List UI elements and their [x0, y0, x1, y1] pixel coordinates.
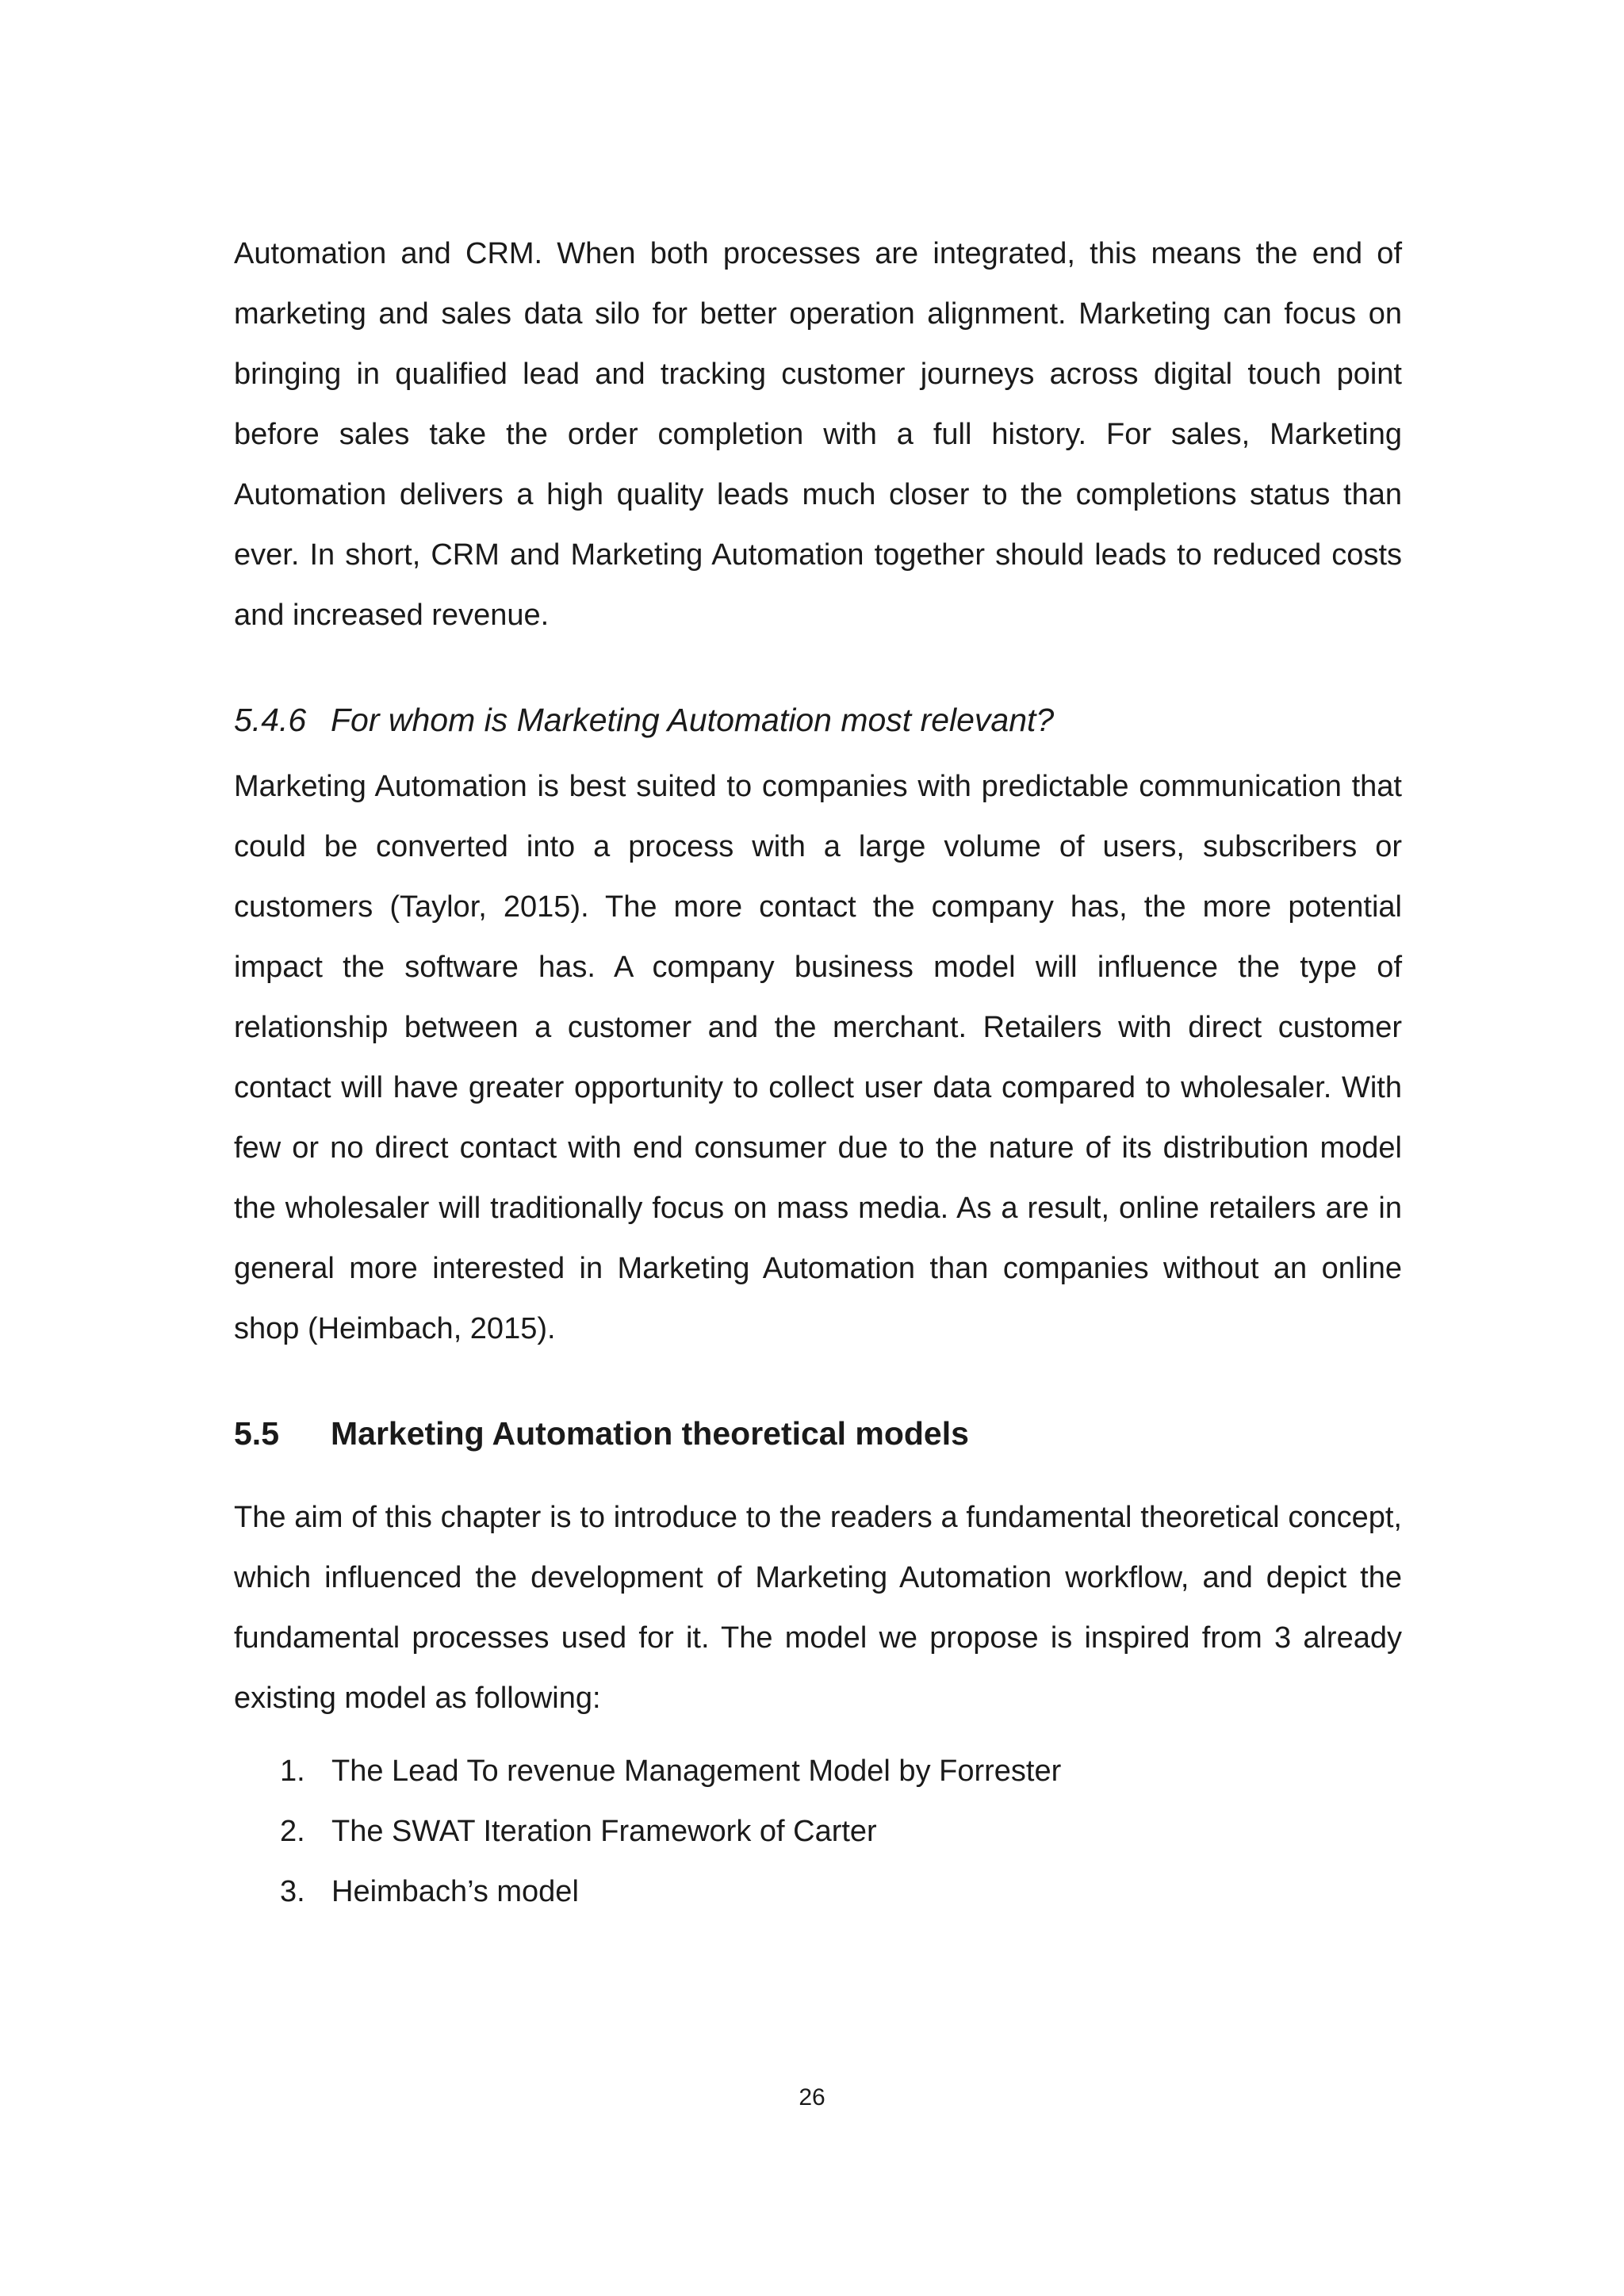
list-item-index: 1.: [280, 1755, 305, 1788]
list-item-text: The SWAT Iteration Framework of Carter: [331, 1815, 877, 1848]
section-heading: [234, 1410, 1402, 1457]
list-item: [234, 1801, 1402, 1862]
page-body: [234, 224, 1402, 1922]
list-item: [234, 1741, 1402, 1801]
subsection-number: 5.4.6: [234, 702, 307, 738]
list-item-text: Heimbach’s model: [331, 1875, 579, 1908]
section-title: Marketing Automation theoretical models: [331, 1415, 969, 1452]
paragraph-crm-integration: Automation and CRM. When both processes are integrated, this means the end of marketing and sales data silo for better operation alignment. Marketing can focus on bringing in qualified lead and tracking customer journeys across digital touch point before sales take the order completion with a full history. For sales, Marketing Automation delivers a high quality leads much closer to the completions status than ever. In short, CRM and Marketing Automation together should leads to reduced costs and increased revenue.: [234, 237, 1402, 632]
subsection-heading: [234, 696, 1402, 744]
list-item-text: The Lead To revenue Management Model by Forrester: [331, 1755, 1062, 1788]
paragraph-models-intro: The aim of this chapter is to introduce to the readers a fundamental theoretical concept, which influenced the development of Marketing Automation workflow, and depict the fundamental processes used for it. The model we propose is inspired from 3 already existing model as following:: [234, 1501, 1402, 1715]
section-number: 5.5: [234, 1415, 279, 1452]
list-item-index: 3.: [280, 1875, 305, 1908]
paragraph-relevance: Marketing Automation is best suited to companies with predictable communication that could be converted into a process with a large volume of users, subscribers or customers (Taylor, 2015). The more contact the company has, the more potential impact the software has. A company business model will influence the type of relationship between a customer and the merchant. Retailers with direct customer contact will have greater opportunity to collect user data compared to wholesaler. With few or no direct contact with end consumer due to the nature of its distribution model the wholesaler will traditionally focus on mass media. As a result, online retailers are in general more interested in Marketing Automation than companies without an online shop (Heimbach, 2015).: [234, 770, 1402, 1345]
model-list: [234, 1741, 1402, 1922]
list-item: [234, 1862, 1402, 1922]
subsection-title: For whom is Marketing Automation most relevant?: [331, 702, 1055, 738]
page-number: 26: [799, 2084, 825, 2110]
list-item-index: 2.: [280, 1815, 305, 1848]
